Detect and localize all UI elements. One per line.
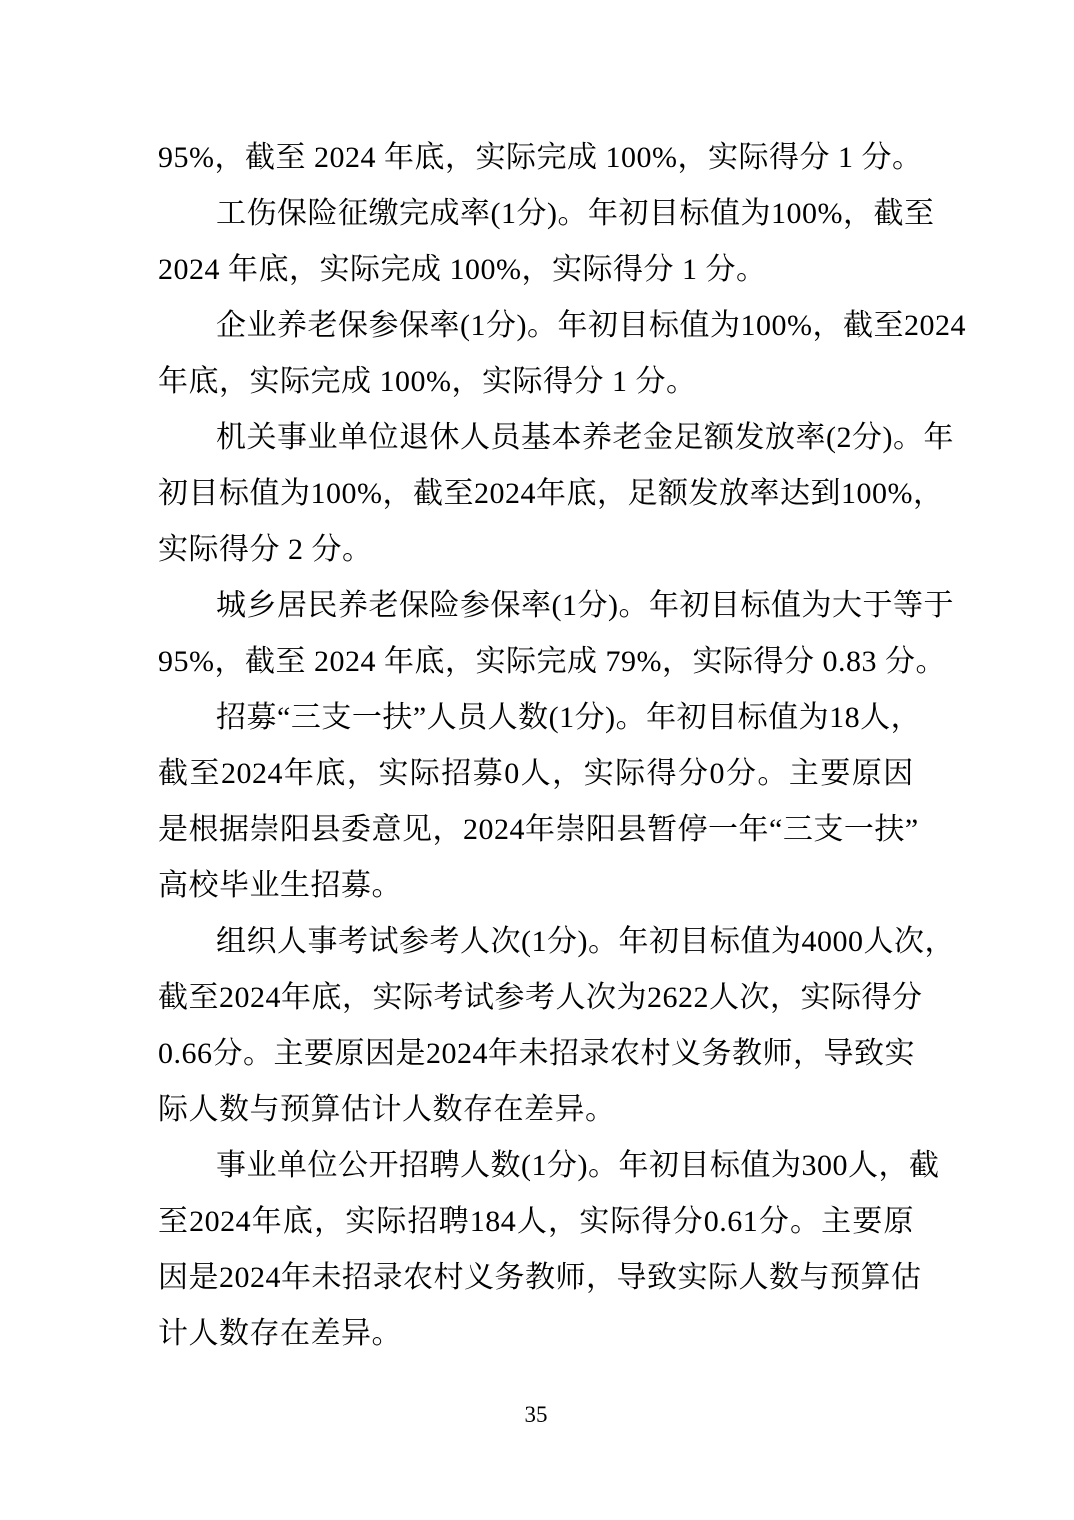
paragraph [158,690,922,914]
paragraph [158,410,954,578]
paragraph [158,578,954,690]
document-body [158,130,966,1362]
text-line: 高校毕业生招募。 [158,869,402,902]
text-line: 际人数与预算估计人数存在差异。 [158,1093,616,1126]
text-line: 95%，截至 2024 年底，实际完成 100%，实际得分 1 分。 [158,141,923,174]
text-line: 实际得分 2 分。 [158,533,373,566]
text-line: 截 至 2024 年 底 ， 实 际 招 募 0 人 ， 实 际 得 分 0 分 。 主 要 原 因 [158,757,914,790]
page-footer [158,1400,914,1430]
paragraph [158,186,935,298]
text-line: 组 织 人 事 考 试 参 考 人 次 (1 分 ) 。 年 初 目 标 值 为 4000 人 次 ， [216,925,955,958]
text-line: 年底，实际完成 100%，实际得分 1 分。 [158,365,697,398]
text-line: 事 业 单 位 公 开 招 聘 人 数 (1 分 ) 。 年 初 目 标 值 为 300 人 ， 截 [216,1149,940,1182]
paragraph [158,914,955,1138]
text-line: 2024 年底，实际完成 100%，实际得分 1 分。 [158,253,767,286]
paragraph [158,298,966,410]
paragraph [158,130,923,186]
text-line: 是 根 据 崇 阳 县 委 意 见 ， 2024 年 崇 阳 县 暂 停 一 年 “ 三 支 一 扶 ” [158,813,919,846]
text-line: 至 2024 年 底 ， 实 际 招 聘 184 人 ， 实 际 得 分 0.61 分 。 主 要 原 [158,1205,914,1238]
text-line: 0.66 分 。 主 要 原 因 是 2024 年 未 招 录 农 村 义 务 教 师 ， 导 致 实 [158,1037,915,1070]
paragraph [158,1138,940,1362]
text-line: 机 关 事 业 单 位 退 休 人 员 基 本 养 老 金 足 额 发 放 率 (2 分 ) 。 年 [216,421,954,454]
text-line: 截 至 2024 年 底 ， 实 际 考 试 参 考 人 次 为 2622 人 次 ， 实 际 得 分 [158,981,923,1014]
text-line: 计人数存在差异。 [158,1317,402,1350]
text-line: 工 伤 保 险 征 缴 完 成 率 (1 分 ) 。 年 初 目 标 值 为 100% ， 截 至 [216,197,935,230]
text-line: 招 募 “ 三 支 一 扶 ” 人 员 人 数 (1 分 ) 。 年 初 目 标 值 为 18 人 ， [216,701,922,734]
text-line: 城 乡 居 民 养 老 保 险 参 保 率 (1 分 ) 。 年 初 目 标 值 为 大 于 等 于 [216,589,954,622]
text-line: 95%，截至 2024 年底，实际完成 79%，实际得分 0.83 分。 [158,645,946,678]
text-line: 初 目 标 值 为 100% ， 截 至 2024 年 底 ， 足 额 发 放 率 达 到 100% ， [158,477,944,510]
text-line: 企 业 养 老 保 参 保 率 (1 分 ) 。 年 初 目 标 值 为 100% ， 截 至 2024 [216,309,966,342]
page-number: 35 [524,1402,548,1427]
text-line: 因 是 2024 年 未 招 录 农 村 义 务 教 师 ， 导 致 实 际 人 数 与 预 算 估 [158,1261,922,1294]
